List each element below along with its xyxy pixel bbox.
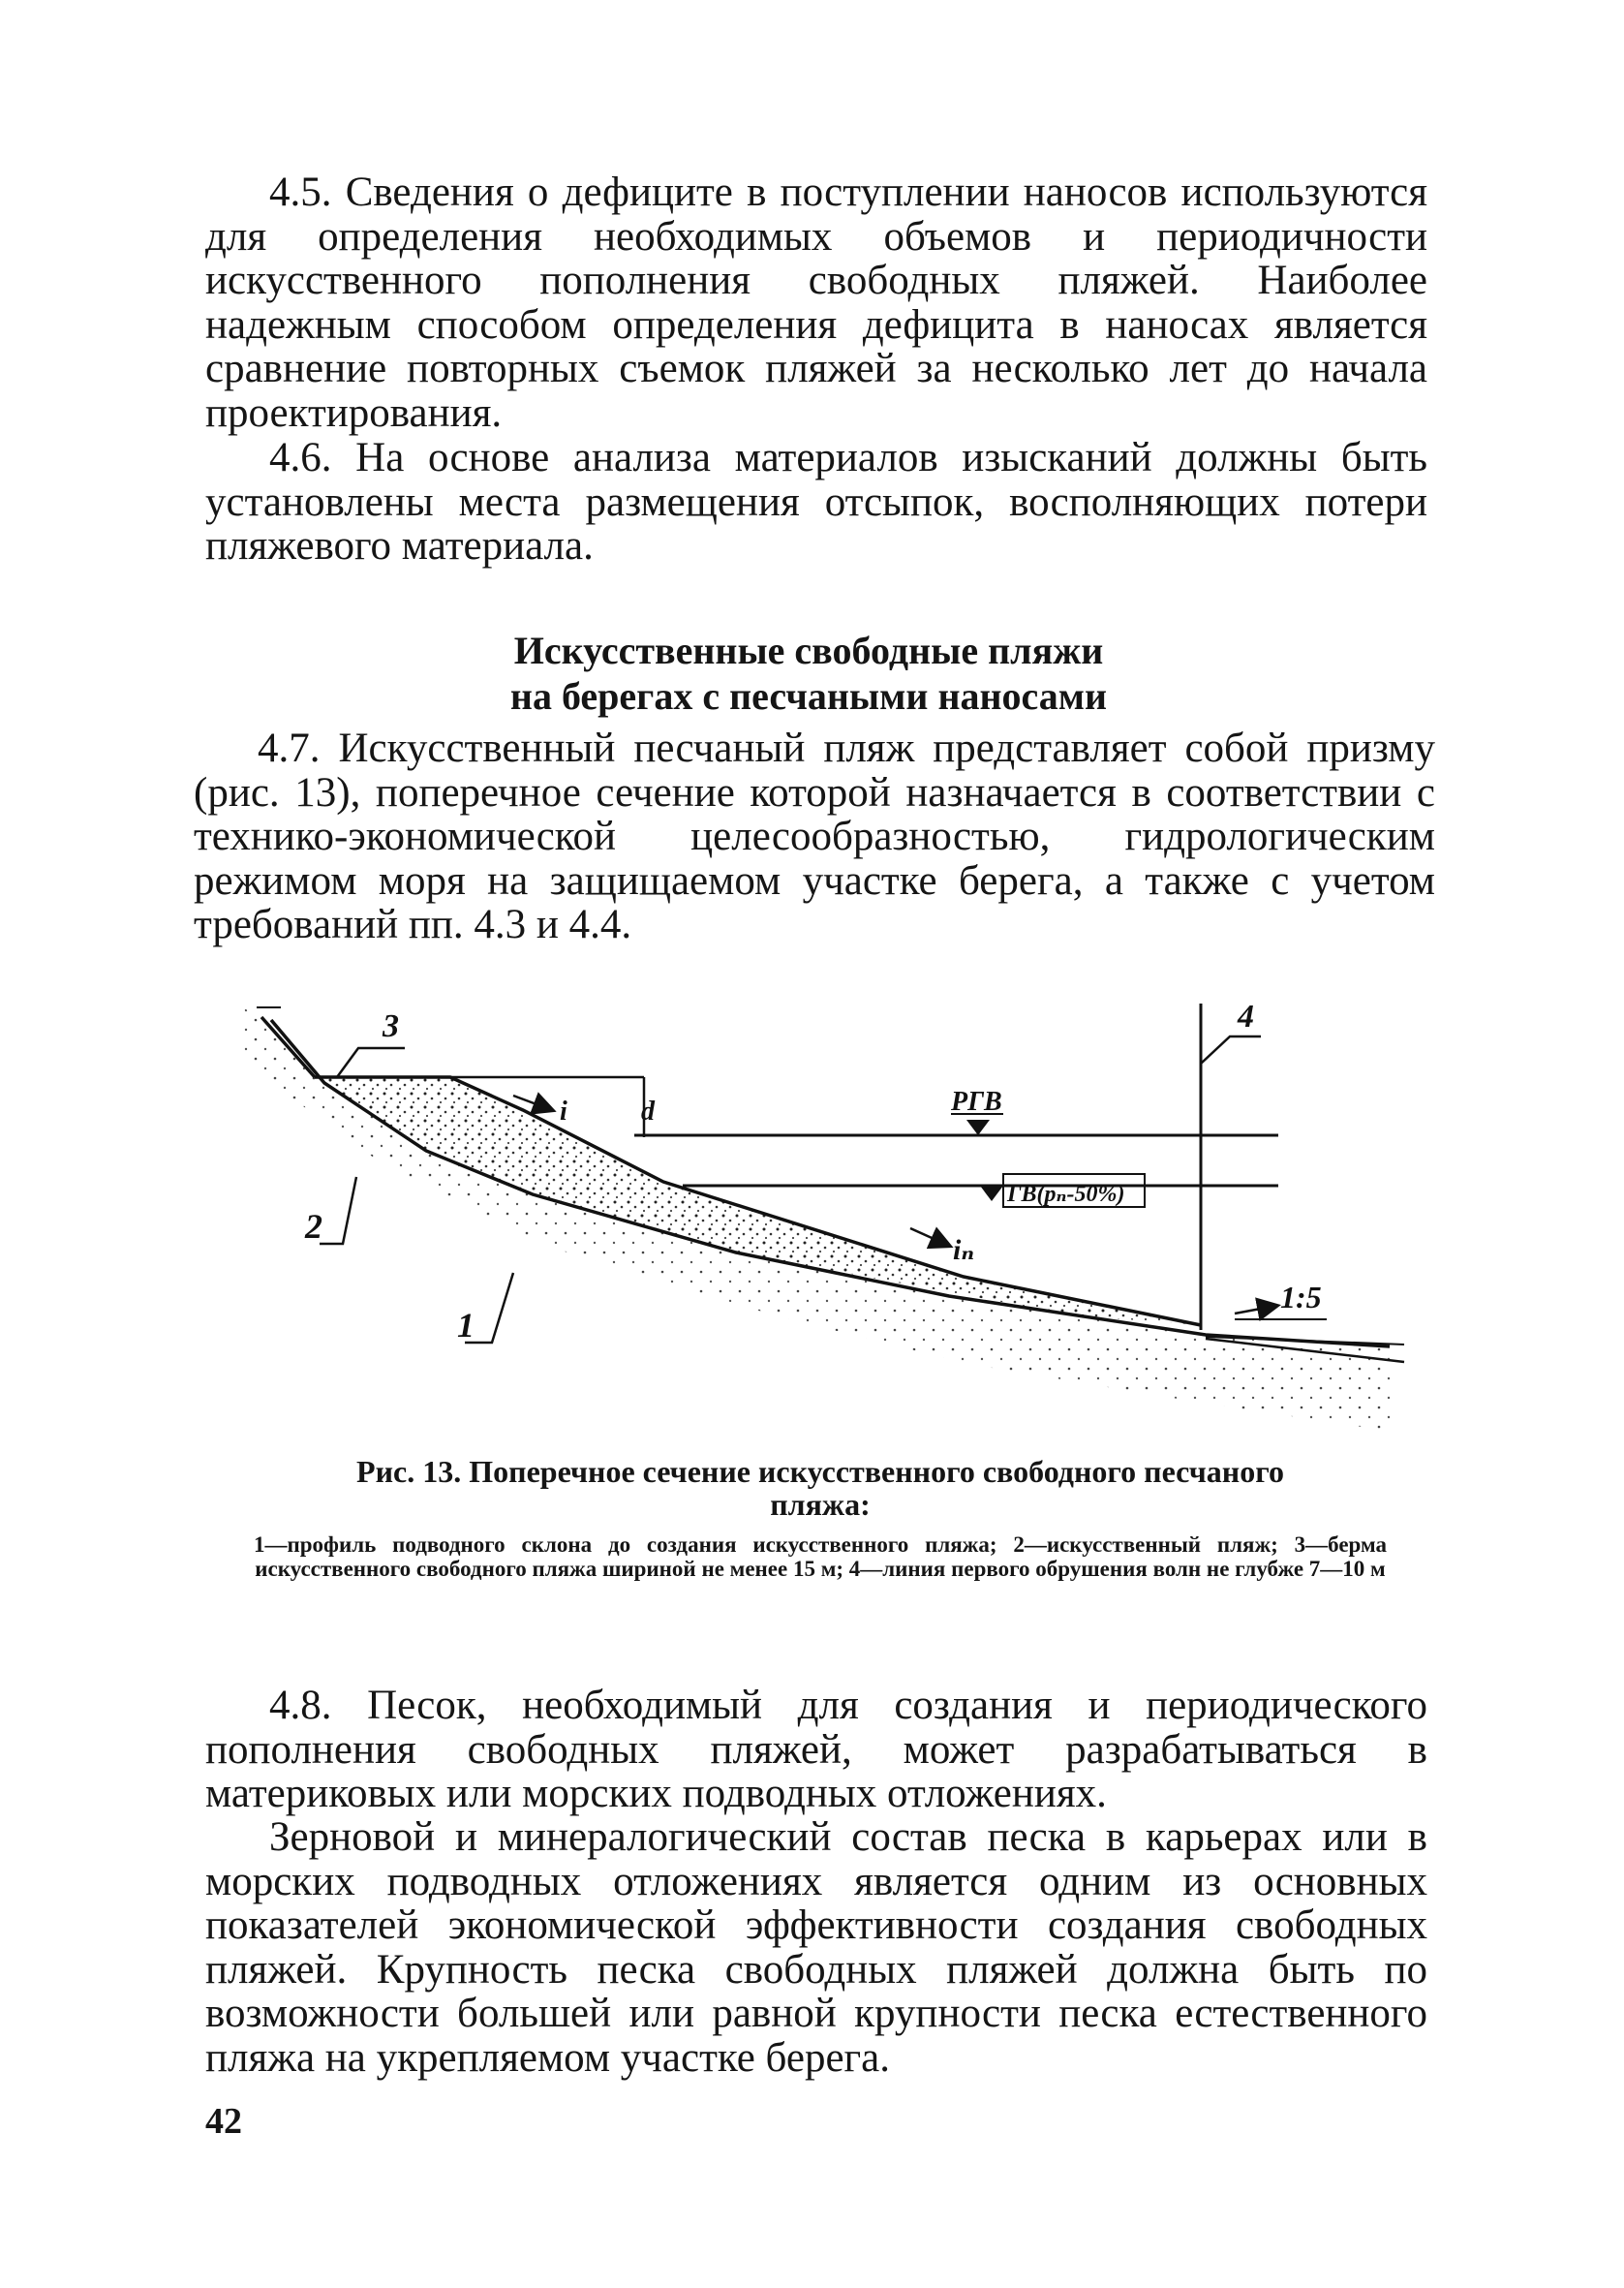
label-1: 1 (457, 1306, 475, 1345)
label-slope-1-5: 1:5 (1280, 1280, 1322, 1314)
label-4-pointer (1201, 1036, 1261, 1064)
label-berm-height: d (641, 1097, 655, 1127)
label-3: 3 (383, 1008, 399, 1044)
gv-level-marker (980, 1186, 1003, 1201)
paragraph-4-5: 4.5. Сведения о дефиците в поступлении наносов используются для определения необходимых объемов и периодичности искусственного пополнения свободных пляжей. Наиболее надежным способом определения дефицита в наносах является сравнение повторных съемок пляжей за несколько лет до начала проектирования. (205, 170, 1427, 436)
label-3-pointer (337, 1048, 405, 1077)
figure-caption-title: Рис. 13. Поперечное сечение искусственного свободного песчаного пляжа: (356, 1454, 1284, 1522)
figure-13 (232, 996, 1414, 1441)
label-slope-i: i (560, 1097, 567, 1127)
paragraph-4-8: 4.8. Песок, необходимый для создания и периодического пополнения свободных пляжей, может разрабатываться в материковых или морских подводных отложениях. (205, 1683, 1427, 1816)
paragraph-4-7: 4.7. Искусственный песчаный пляж представляет собой призму (рис. 13), поперечное сечение которой назначается в соответствии с технико-экономической целесообразностью, гидрологическим режимом моря на защищаемом участке берега, а также с учетом требований пп. 4.3 и 4.4. (194, 726, 1435, 947)
label-4: 4 (1238, 999, 1254, 1035)
slope-arrow-1-5 (1235, 1306, 1276, 1314)
paragraph-4-8-continued: Зерновой и минералогический состав песка в карьерах или в морских подводных отложениях является одним из основных показателей экономической эффективности создания свободных пляжей. Крупность песка свободных пляжей должна быть по возможности большей или равной крупности песка естественного пляжа на укрепляемом участке берега. (205, 1814, 1427, 2081)
label-gv: ГВ(pₙ-50%) (1007, 1182, 1125, 1207)
label-2-pointer (320, 1177, 356, 1244)
label-rgv: РГВ (951, 1087, 1002, 1117)
label-slope-in: iₙ (953, 1234, 975, 1266)
sea-floor-ground (242, 1005, 1394, 1432)
rgv-level-marker (966, 1120, 990, 1135)
label-2: 2 (305, 1207, 322, 1246)
slope-arrow-in (910, 1228, 949, 1246)
cross-section-diagram (232, 996, 1414, 1441)
paragraph-4-6: 4.6. На основе анализа материалов изысканий должны быть установлены места размещения отсыпок, восполняющих потери пляжевого материала. (205, 435, 1427, 569)
section-heading (184, 628, 1433, 719)
heading-line-2: на берегах с песчаными наносами (509, 674, 1108, 718)
page-number: 42 (205, 2101, 242, 2142)
figure-caption-legend: 1—профиль подводного склона до создания искусственного пляжа; 2—искусственный пляж; 3—берма искусственного свободного пляжа шириной не менее 15 м; 4—линия первого обрушения волн не глубже 7—10 м (254, 1532, 1387, 1581)
heading-line-1: Искусственные свободные пляжи (513, 629, 1104, 672)
